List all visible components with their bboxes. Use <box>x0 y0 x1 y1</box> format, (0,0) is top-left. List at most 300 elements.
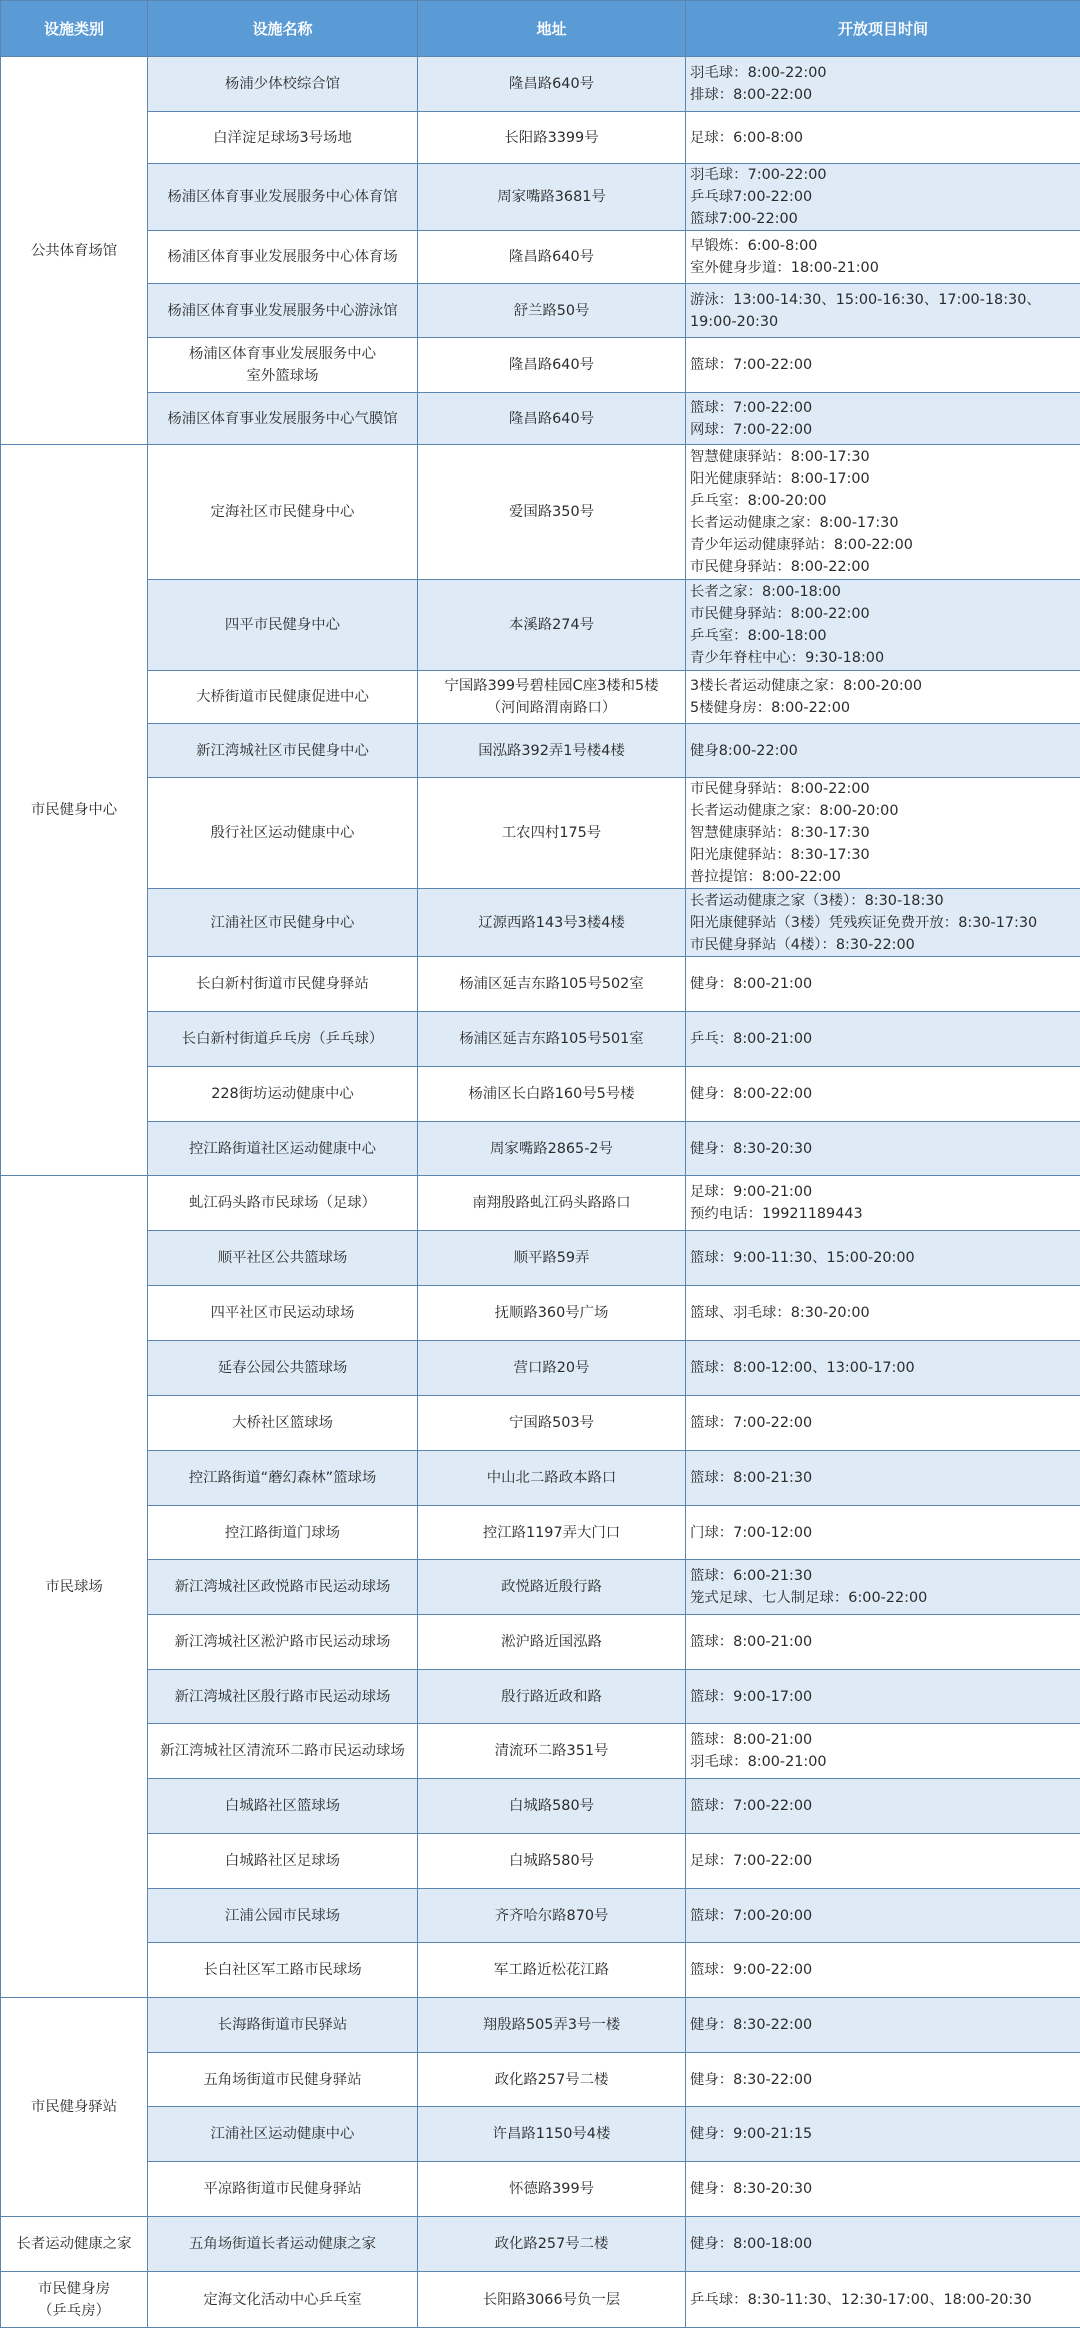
facility-name-cell <box>148 338 418 393</box>
hours-cell <box>686 1286 1080 1341</box>
table-row <box>1 1889 1080 1943</box>
text-line: 营口路20号 <box>513 1360 590 1376</box>
header-address: 地址 <box>418 1 686 57</box>
hours-line: 游泳：13:00-14:30、15:00-16:30、17:00-18:30、19:00-20:30 <box>690 291 1041 330</box>
text-line: 白城路社区篮球场 <box>224 1798 341 1814</box>
text-line: 228街坊运动健康中心 <box>211 1086 354 1102</box>
text-line: 杨浦区体育事业发展服务中心 <box>188 346 377 362</box>
address-cell <box>418 1834 686 1889</box>
hours-line: 健身：8:30-22:00 <box>690 2017 813 2033</box>
hours-line: 青少年脊柱中心：9:30-18:00 <box>690 650 885 666</box>
text-line: 政悦路近殷行路 <box>501 1579 602 1595</box>
hours-line: 足球：9:00-21:00 <box>690 1184 813 1200</box>
table-row <box>1 1341 1080 1396</box>
table-row <box>1 1779 1080 1834</box>
table-row <box>1 778 1080 889</box>
hours-cell <box>686 957 1080 1012</box>
hours-line: 早锻炼：6:00-8:00 <box>690 238 818 254</box>
text-line: 杨浦少体校综合馆 <box>224 76 341 92</box>
hours-line: 健身：8:00-22:00 <box>690 1086 813 1102</box>
facility-name-cell <box>148 778 418 889</box>
text-line: 白城路社区足球场 <box>224 1853 341 1869</box>
table-row <box>1 724 1080 778</box>
address-cell <box>418 1067 686 1122</box>
facility-name-cell <box>148 1889 418 1943</box>
address-cell <box>418 112 686 164</box>
hours-line: 篮球：7:00-22:00 <box>690 399 813 416</box>
address-cell <box>418 1176 686 1231</box>
text-line: 隆昌路640号 <box>508 357 595 373</box>
facility-name-cell <box>148 2217 418 2272</box>
table-body <box>1 57 1080 2328</box>
table-row <box>1 889 1080 957</box>
hours-cell <box>686 1396 1080 1451</box>
text-line: 四平社区市民运动球场 <box>210 1305 355 1321</box>
address-cell <box>418 1560 686 1615</box>
hours-line: 篮球：7:00-22:00 <box>690 1415 813 1431</box>
text-line: 宁国路503号 <box>508 1415 595 1431</box>
facility-name-cell <box>148 57 418 112</box>
text-line: 市民健身房 <box>38 2280 110 2297</box>
text-line: 大桥街道市民健康促进中心 <box>196 689 369 705</box>
hours-line: 篮球：7:00-22:00 <box>690 1798 813 1814</box>
hours-cell <box>686 284 1080 338</box>
table-row <box>1 1067 1080 1122</box>
facility-name-cell <box>148 1834 418 1889</box>
facility-name-cell <box>148 164 418 231</box>
table-row <box>1 580 1080 671</box>
hours-line: 阳光健康驿站：8:00-17:00 <box>690 471 870 487</box>
text-line: 抚顺路360号广场 <box>494 1305 609 1321</box>
text-line: 新江湾城社区市民健身中心 <box>196 742 369 759</box>
text-line: 周家嘴路3681号 <box>497 189 606 205</box>
hours-cell <box>686 1341 1080 1396</box>
table-row <box>1 1122 1080 1176</box>
text-line: 控江路1197弄大门口 <box>482 1524 621 1541</box>
text-line: 杨浦区延吉东路105号502室 <box>459 976 644 992</box>
hours-cell <box>686 1506 1080 1560</box>
table-row <box>1 57 1080 112</box>
hours-line: 篮球：8:00-21:30 <box>690 1470 813 1486</box>
text-line: 杨浦区体育事业发展服务中心游泳馆 <box>167 302 398 319</box>
hours-cell <box>686 445 1080 580</box>
address-cell <box>418 1122 686 1176</box>
hours-cell <box>686 2272 1080 2328</box>
facility-name-cell <box>148 1231 418 1286</box>
hours-cell <box>686 2217 1080 2272</box>
hours-line: 室外健身步道：18:00-21:00 <box>690 260 879 276</box>
text-line: 杨浦区长白路160号5号楼 <box>468 1086 635 1102</box>
hours-line: 市民健身驿站：8:00-22:00 <box>690 606 870 622</box>
table-row <box>1 1396 1080 1451</box>
text-line: 长白社区军工路市民球场 <box>203 1962 362 1978</box>
facility-name-cell <box>148 393 418 445</box>
text-line: 殷行社区运动健康中心 <box>210 825 355 841</box>
hours-cell <box>686 1724 1080 1779</box>
facility-name-cell <box>148 112 418 164</box>
text-line: 齐齐哈尔路870号 <box>494 1907 609 1924</box>
hours-cell <box>686 393 1080 445</box>
hours-cell <box>686 2053 1080 2107</box>
facility-name-cell <box>148 1341 418 1396</box>
facility-name-cell <box>148 1943 418 1998</box>
hours-line: 智慧健康驿站：8:00-17:30 <box>690 449 870 465</box>
hours-line: 网球：7:00-22:00 <box>690 421 813 438</box>
hours-line: 长者运动健康之家：8:00-20:00 <box>690 803 899 819</box>
address-cell <box>418 231 686 284</box>
table-row <box>1 1615 1080 1670</box>
hours-line: 健身：8:00-21:00 <box>690 976 813 992</box>
table-row <box>1 1286 1080 1341</box>
facility-name-cell <box>148 580 418 671</box>
hours-line: 健身：8:00-18:00 <box>690 2236 813 2252</box>
table-row <box>1 338 1080 393</box>
hours-line: 青少年运动健康驿站：8:00-22:00 <box>690 537 913 553</box>
category-cell <box>1 2272 148 2328</box>
hours-line: 乒乓球7:00-22:00 <box>690 189 813 205</box>
table-row <box>1 1834 1080 1889</box>
hours-line: 篮球：7:00-22:00 <box>690 357 813 373</box>
facility-name-cell <box>148 1286 418 1341</box>
table-row <box>1 671 1080 724</box>
text-line: 市民球场 <box>45 1578 103 1595</box>
category-cell <box>1 445 148 1176</box>
facility-name-cell <box>148 284 418 338</box>
hours-cell <box>686 1889 1080 1943</box>
hours-cell <box>686 1067 1080 1122</box>
hours-line: 足球：6:00-8:00 <box>690 129 803 146</box>
address-cell <box>418 338 686 393</box>
hours-cell <box>686 164 1080 231</box>
table-row <box>1 1670 1080 1724</box>
facility-name-cell <box>148 671 418 724</box>
facility-name-cell <box>148 1451 418 1506</box>
text-line: 杨浦区延吉东路105号501室 <box>459 1031 644 1047</box>
hours-line: 健身：8:30-20:30 <box>690 2181 813 2197</box>
text-line: 殷行路近政和路 <box>501 1688 602 1705</box>
text-line: 怀德路399号 <box>508 2181 595 2197</box>
address-cell <box>418 1451 686 1506</box>
text-line: 清流环二路351号 <box>494 1743 609 1759</box>
address-cell <box>418 1341 686 1396</box>
address-cell <box>418 1779 686 1834</box>
hours-line: 羽毛球：8:00-21:00 <box>690 1754 827 1770</box>
table-row <box>1 393 1080 445</box>
text-line: 延春公园公共篮球场 <box>217 1360 348 1376</box>
text-line: 白洋淀足球场3号场地 <box>213 129 352 146</box>
table-row <box>1 1724 1080 1779</box>
text-line: 市民健身中心 <box>30 802 118 818</box>
table-row <box>1 1506 1080 1560</box>
table-row <box>1 1998 1080 2053</box>
hours-line: 普拉提馆：8:00-22:00 <box>690 869 841 885</box>
text-line: 长白新村街道市民健身驿站 <box>196 976 369 992</box>
hours-cell <box>686 2107 1080 2162</box>
text-line: 市民健身驿站 <box>30 2099 118 2115</box>
hours-line: 篮球、羽毛球：8:30-20:00 <box>690 1305 870 1321</box>
text-line: 长阳路3066号负一层 <box>482 2291 621 2308</box>
text-line: 江浦社区市民健身中心 <box>210 914 355 931</box>
text-line: 顺平路59弄 <box>513 1250 590 1266</box>
text-line: 新江湾城社区清流环二路市民运动球场 <box>160 1743 405 1759</box>
facility-name-cell <box>148 1506 418 1560</box>
hours-line: 篮球：8:00-21:00 <box>690 1634 813 1650</box>
category-cell <box>1 1176 148 1998</box>
hours-cell <box>686 1615 1080 1670</box>
address-cell <box>418 2272 686 2328</box>
text-line: 长者运动健康之家 <box>16 2236 132 2252</box>
hours-cell <box>686 889 1080 957</box>
table-row <box>1 957 1080 1012</box>
category-cell <box>1 57 148 445</box>
hours-line: 羽毛球：8:00-22:00 <box>690 65 827 81</box>
hours-cell <box>686 1231 1080 1286</box>
text-line: 长海路街道市民驿站 <box>217 2017 348 2033</box>
hours-cell <box>686 338 1080 393</box>
hours-cell <box>686 580 1080 671</box>
address-cell <box>418 580 686 671</box>
text-line: 中山北二路政本路口 <box>486 1470 617 1486</box>
hours-line: 篮球：6:00-21:30 <box>690 1568 813 1584</box>
hours-line: 篮球：9:00-22:00 <box>690 1962 813 1978</box>
hours-cell <box>686 1779 1080 1834</box>
address-cell <box>418 164 686 231</box>
facility-name-cell <box>148 889 418 957</box>
text-line: 江浦社区运动健康中心 <box>210 2126 355 2142</box>
address-cell <box>418 445 686 580</box>
hours-line: 长者之家：8:00-18:00 <box>690 584 841 600</box>
text-line: 平凉路街道市民健身驿站 <box>203 2181 362 2197</box>
address-cell <box>418 724 686 778</box>
address-cell <box>418 284 686 338</box>
text-line: 大桥社区篮球场 <box>232 1415 333 1431</box>
text-line: 长白新村街道乒乓房（乒乓球） <box>181 1031 384 1047</box>
text-line: 控江路街道社区运动健康中心 <box>188 1140 377 1157</box>
address-cell <box>418 1012 686 1067</box>
hours-line: 阳光康健驿站：8:30-17:30 <box>690 847 870 863</box>
table-row <box>1 164 1080 231</box>
address-cell <box>418 393 686 445</box>
hours-line: 智慧健康驿站：8:30-17:30 <box>690 825 870 841</box>
address-cell <box>418 1724 686 1779</box>
text-line: 四平市民健身中心 <box>224 617 341 633</box>
hours-line: 健身8:00-22:00 <box>690 742 798 759</box>
hours-line: 篮球7:00-22:00 <box>690 211 798 227</box>
hours-cell <box>686 57 1080 112</box>
address-cell <box>418 778 686 889</box>
hours-cell <box>686 1943 1080 1998</box>
table-row <box>1 1943 1080 1998</box>
address-cell <box>418 1286 686 1341</box>
text-line: 淞沪路近国泓路 <box>501 1634 602 1650</box>
hours-cell <box>686 1560 1080 1615</box>
address-cell <box>418 671 686 724</box>
facility-name-cell <box>148 1067 418 1122</box>
address-cell <box>418 1943 686 1998</box>
hours-line: 预约电话：19921189443 <box>690 1206 863 1222</box>
text-line: （乒乓房） <box>38 2302 110 2319</box>
facility-name-cell <box>148 231 418 284</box>
hours-line: 笼式足球、七人制足球：6:00-22:00 <box>690 1590 928 1606</box>
text-line: 杨浦区体育事业发展服务中心体育馆 <box>167 189 398 205</box>
table-row <box>1 1012 1080 1067</box>
facility-name-cell <box>148 2107 418 2162</box>
category-cell <box>1 1998 148 2217</box>
hours-line: 篮球：8:00-12:00、13:00-17:00 <box>690 1360 915 1376</box>
table-row <box>1 2272 1080 2328</box>
table-row <box>1 2107 1080 2162</box>
facility-name-cell <box>148 2162 418 2217</box>
facility-name-cell <box>148 1779 418 1834</box>
text-line: 控江路街道“蘑幻森林”篮球场 <box>188 1470 377 1486</box>
text-line: 新江湾城社区淞沪路市民运动球场 <box>174 1634 391 1650</box>
text-line: 工农四村175号 <box>501 825 602 841</box>
address-cell <box>418 1670 686 1724</box>
text-line: 本溪路274号 <box>508 617 595 633</box>
hours-line: 乒乓室：8:00-20:00 <box>690 493 827 509</box>
text-line: 杨浦区体育事业发展服务中心气膜馆 <box>167 410 398 427</box>
header-name: 设施名称 <box>148 1 418 57</box>
text-line: 国泓路392弄1号楼4楼 <box>478 742 625 759</box>
text-line: 白城路580号 <box>508 1798 595 1814</box>
hours-cell <box>686 1012 1080 1067</box>
text-line: 南翔殷路虬江码头路路口 <box>472 1195 631 1211</box>
hours-line: 5楼健身房：8:00-22:00 <box>690 700 851 716</box>
facility-name-cell <box>148 2272 418 2328</box>
table-row <box>1 284 1080 338</box>
address-cell <box>418 2107 686 2162</box>
text-line: 定海文化活动中心乒乓室 <box>203 2291 362 2308</box>
hours-line: 足球：7:00-22:00 <box>690 1853 813 1869</box>
text-line: 隆昌路640号 <box>508 76 595 92</box>
text-line: （河间路渭南路口） <box>486 700 617 716</box>
hours-line: 市民健身驿站：8:00-22:00 <box>690 559 870 575</box>
hours-cell <box>686 1670 1080 1724</box>
hours-cell <box>686 1122 1080 1176</box>
facility-name-cell <box>148 445 418 580</box>
address-cell <box>418 1615 686 1670</box>
text-line: 政化路257号二楼 <box>494 2071 609 2088</box>
facility-name-cell <box>148 1012 418 1067</box>
facility-name-cell <box>148 1560 418 1615</box>
hours-cell <box>686 1451 1080 1506</box>
address-cell <box>418 57 686 112</box>
hours-line: 健身：8:30-22:00 <box>690 2071 813 2088</box>
table-row <box>1 2162 1080 2217</box>
facility-name-cell <box>148 1998 418 2053</box>
hours-cell <box>686 1176 1080 1231</box>
text-line: 白城路580号 <box>508 1853 595 1869</box>
text-line: 室外篮球场 <box>246 368 319 384</box>
facility-name-cell <box>148 957 418 1012</box>
text-line: 许昌路1150号4楼 <box>492 2126 611 2142</box>
text-line: 公共体育场馆 <box>30 242 118 259</box>
hours-line: 乒乓球：8:30-11:30、12:30-17:00、18:00-20:30 <box>690 2291 1032 2308</box>
hours-line: 篮球：9:00-11:30、15:00-20:00 <box>690 1250 915 1266</box>
hours-line: 篮球：7:00-20:00 <box>690 1907 813 1924</box>
facility-name-cell <box>148 1615 418 1670</box>
text-line: 军工路近松花江路 <box>493 1962 610 1978</box>
facility-name-cell <box>148 1396 418 1451</box>
text-line: 辽源西路143号3楼4楼 <box>478 914 625 931</box>
text-line: 隆昌路640号 <box>508 249 595 265</box>
text-line: 新江湾城社区政悦路市民运动球场 <box>174 1579 391 1595</box>
text-line: 江浦公园市民球场 <box>224 1907 341 1924</box>
text-line: 舒兰路50号 <box>513 302 590 319</box>
hours-line: 排球：8:00-22:00 <box>690 87 813 103</box>
hours-cell <box>686 1834 1080 1889</box>
hours-line: 羽毛球：7:00-22:00 <box>690 167 827 183</box>
hours-line: 健身：8:30-20:30 <box>690 1140 813 1157</box>
text-line: 新江湾城社区殷行路市民运动球场 <box>174 1688 391 1705</box>
table-row <box>1 1451 1080 1506</box>
address-cell <box>418 957 686 1012</box>
text-line: 顺平社区公共篮球场 <box>217 1250 348 1266</box>
address-cell <box>418 1231 686 1286</box>
facility-name-cell <box>148 1670 418 1724</box>
text-line: 长阳路3399号 <box>504 129 599 146</box>
hours-line: 篮球：8:00-21:00 <box>690 1732 813 1748</box>
facility-name-cell <box>148 1122 418 1176</box>
hours-line: 3楼长者运动健康之家：8:00-20:00 <box>690 678 923 694</box>
text-line: 五角场街道长者运动健康之家 <box>188 2236 377 2252</box>
address-cell <box>418 1998 686 2053</box>
hours-cell <box>686 1998 1080 2053</box>
text-line: 五角场街道市民健身驿站 <box>203 2071 362 2088</box>
table-header-row <box>1 1 1080 57</box>
hours-line: 长者运动健康之家：8:00-17:30 <box>690 515 899 531</box>
address-cell <box>418 2053 686 2107</box>
hours-line: 篮球：9:00-17:00 <box>690 1688 813 1705</box>
hours-line: 乒乓：8:00-21:00 <box>690 1031 813 1047</box>
hours-line: 乒乓室：8:00-18:00 <box>690 628 827 644</box>
table-row <box>1 2053 1080 2107</box>
hours-cell <box>686 2162 1080 2217</box>
text-line: 宁国路399号碧桂园C座3楼和5楼 <box>444 678 659 694</box>
text-line: 控江路街道门球场 <box>224 1524 341 1541</box>
hours-cell <box>686 671 1080 724</box>
hours-line: 健身：9:00-21:15 <box>690 2126 813 2142</box>
table-row <box>1 1231 1080 1286</box>
address-cell <box>418 2217 686 2272</box>
facility-name-cell <box>148 1724 418 1779</box>
header-hours: 开放项目时间 <box>686 1 1080 57</box>
facility-name-cell <box>148 1176 418 1231</box>
header-category: 设施类别 <box>1 1 148 57</box>
hours-cell <box>686 231 1080 284</box>
text-line: 隆昌路640号 <box>508 410 595 427</box>
hours-line: 市民健身驿站（4楼）：8:30-22:00 <box>690 936 915 953</box>
hours-cell <box>686 724 1080 778</box>
table-row <box>1 2217 1080 2272</box>
address-cell <box>418 1889 686 1943</box>
address-cell <box>418 2162 686 2217</box>
facility-name-cell <box>148 724 418 778</box>
table-row <box>1 1560 1080 1615</box>
table-row <box>1 1176 1080 1231</box>
text-line: 翔殷路505弄3号一楼 <box>482 2017 621 2033</box>
table-row <box>1 445 1080 580</box>
hours-cell <box>686 112 1080 164</box>
address-cell <box>418 1396 686 1451</box>
hours-line: 长者运动健康之家（3楼）：8:30-18:30 <box>690 892 944 909</box>
table-row <box>1 231 1080 284</box>
hours-line: 市民健身驿站：8:00-22:00 <box>690 781 870 797</box>
address-cell <box>418 1506 686 1560</box>
text-line: 政化路257号二楼 <box>494 2236 609 2252</box>
text-line: 虬江码头路市民球场（足球） <box>188 1195 377 1211</box>
hours-cell <box>686 778 1080 889</box>
